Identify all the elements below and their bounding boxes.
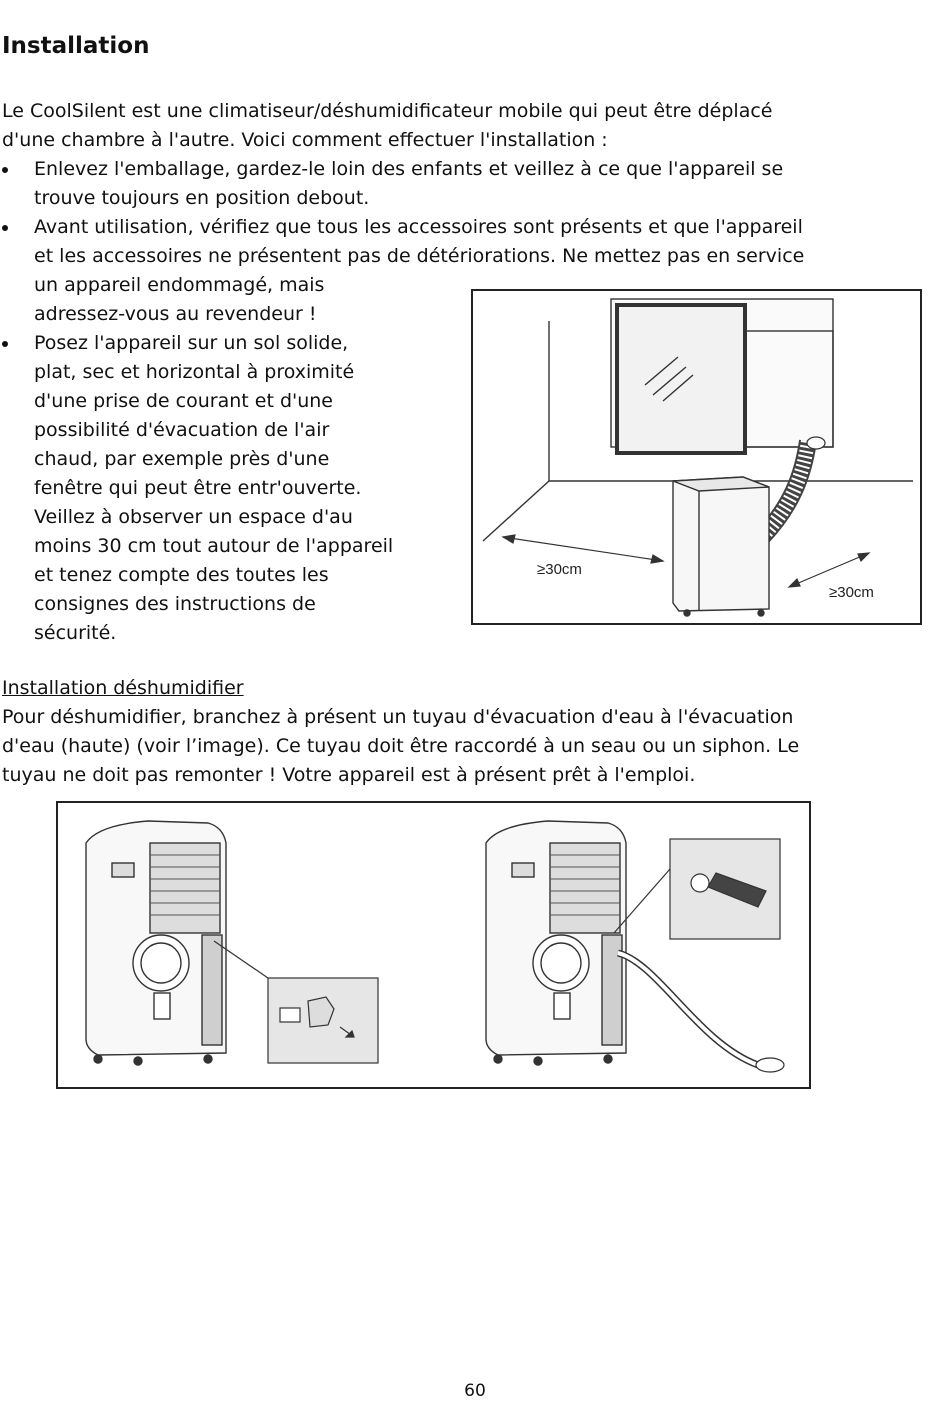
intro-line-2: d'une chambre à l'autre. Voici comment effectuer l'installation : (2, 129, 608, 151)
bullet-1-line-2: trouve toujours en position debout. (34, 187, 370, 209)
bullet-1-line-1: Enlevez l'emballage, gardez-le loin des enfants et veillez à ce que l'appareil se (34, 158, 784, 180)
bullet-marker (2, 341, 8, 347)
clearance-label-left: ≥30cm (537, 561, 582, 578)
bullet-2-line-2: et les accessoires ne présentent pas de détériorations. Ne mettez pas en service (34, 245, 805, 267)
drain-hose-illustration (58, 803, 809, 1087)
bullet-2-line-3: un appareil endommagé, mais (34, 274, 325, 296)
dehumidify-line-3: tuyau ne doit pas remonter ! Votre appareil est à présent prêt à l'emploi. (2, 764, 696, 786)
dehumidify-line-2: d'eau (haute) (voir l’image). Ce tuyau doit être raccordé à un seau ou un siphon. Le (2, 735, 800, 757)
bullet-3-line-3: d'une prise de courant et d'une (34, 390, 333, 412)
intro-line-1: Le CoolSilent est une climatiseur/déshumidificateur mobile qui peut être déplacé (2, 100, 773, 122)
page-title: Installation (2, 33, 150, 59)
bullet-2-line-1: Avant utilisation, vérifiez que tous les accessoires sont présents et que l'appareil (34, 216, 803, 238)
drain-hose-figure (56, 801, 811, 1089)
bullet-2-line-4: adressez-vous au revendeur ! (34, 303, 317, 325)
installation-clearance-figure (471, 289, 922, 625)
bullet-3-line-11: sécurité. (34, 622, 117, 644)
clearance-illustration (473, 291, 920, 623)
bullet-3-line-8: moins 30 cm tout autour de l'appareil (34, 535, 394, 557)
unit-left (86, 821, 226, 1065)
bullet-3-line-7: Veillez à observer un espace d'au (34, 506, 353, 528)
dehumidify-heading: Installation déshumidifier (2, 677, 244, 699)
bullet-3-line-4: possibilité d'évacuation de l'air (34, 419, 330, 441)
bullet-marker (2, 225, 8, 231)
bullet-3-line-1: Posez l'appareil sur un sol solide, (34, 332, 349, 354)
bullet-3-line-6: fenêtre qui peut être entr'ouverte. (34, 477, 362, 499)
bullet-marker (2, 167, 8, 173)
bullet-3-line-10: consignes des instructions de (34, 593, 316, 615)
bullet-3-line-5: chaud, par exemple près d'une (34, 448, 330, 470)
page-number: 60 (464, 1381, 486, 1401)
clearance-label-right: ≥30cm (829, 584, 874, 601)
unit-right (486, 821, 626, 1065)
dehumidify-line-1: Pour déshumidifier, branchez à présent un tuyau d'évacuation d'eau à l'évacuation (2, 706, 794, 728)
bullet-3-line-2: plat, sec et horizontal à proximité (34, 361, 355, 383)
bullet-3-line-9: et tenez compte des toutes les (34, 564, 329, 586)
